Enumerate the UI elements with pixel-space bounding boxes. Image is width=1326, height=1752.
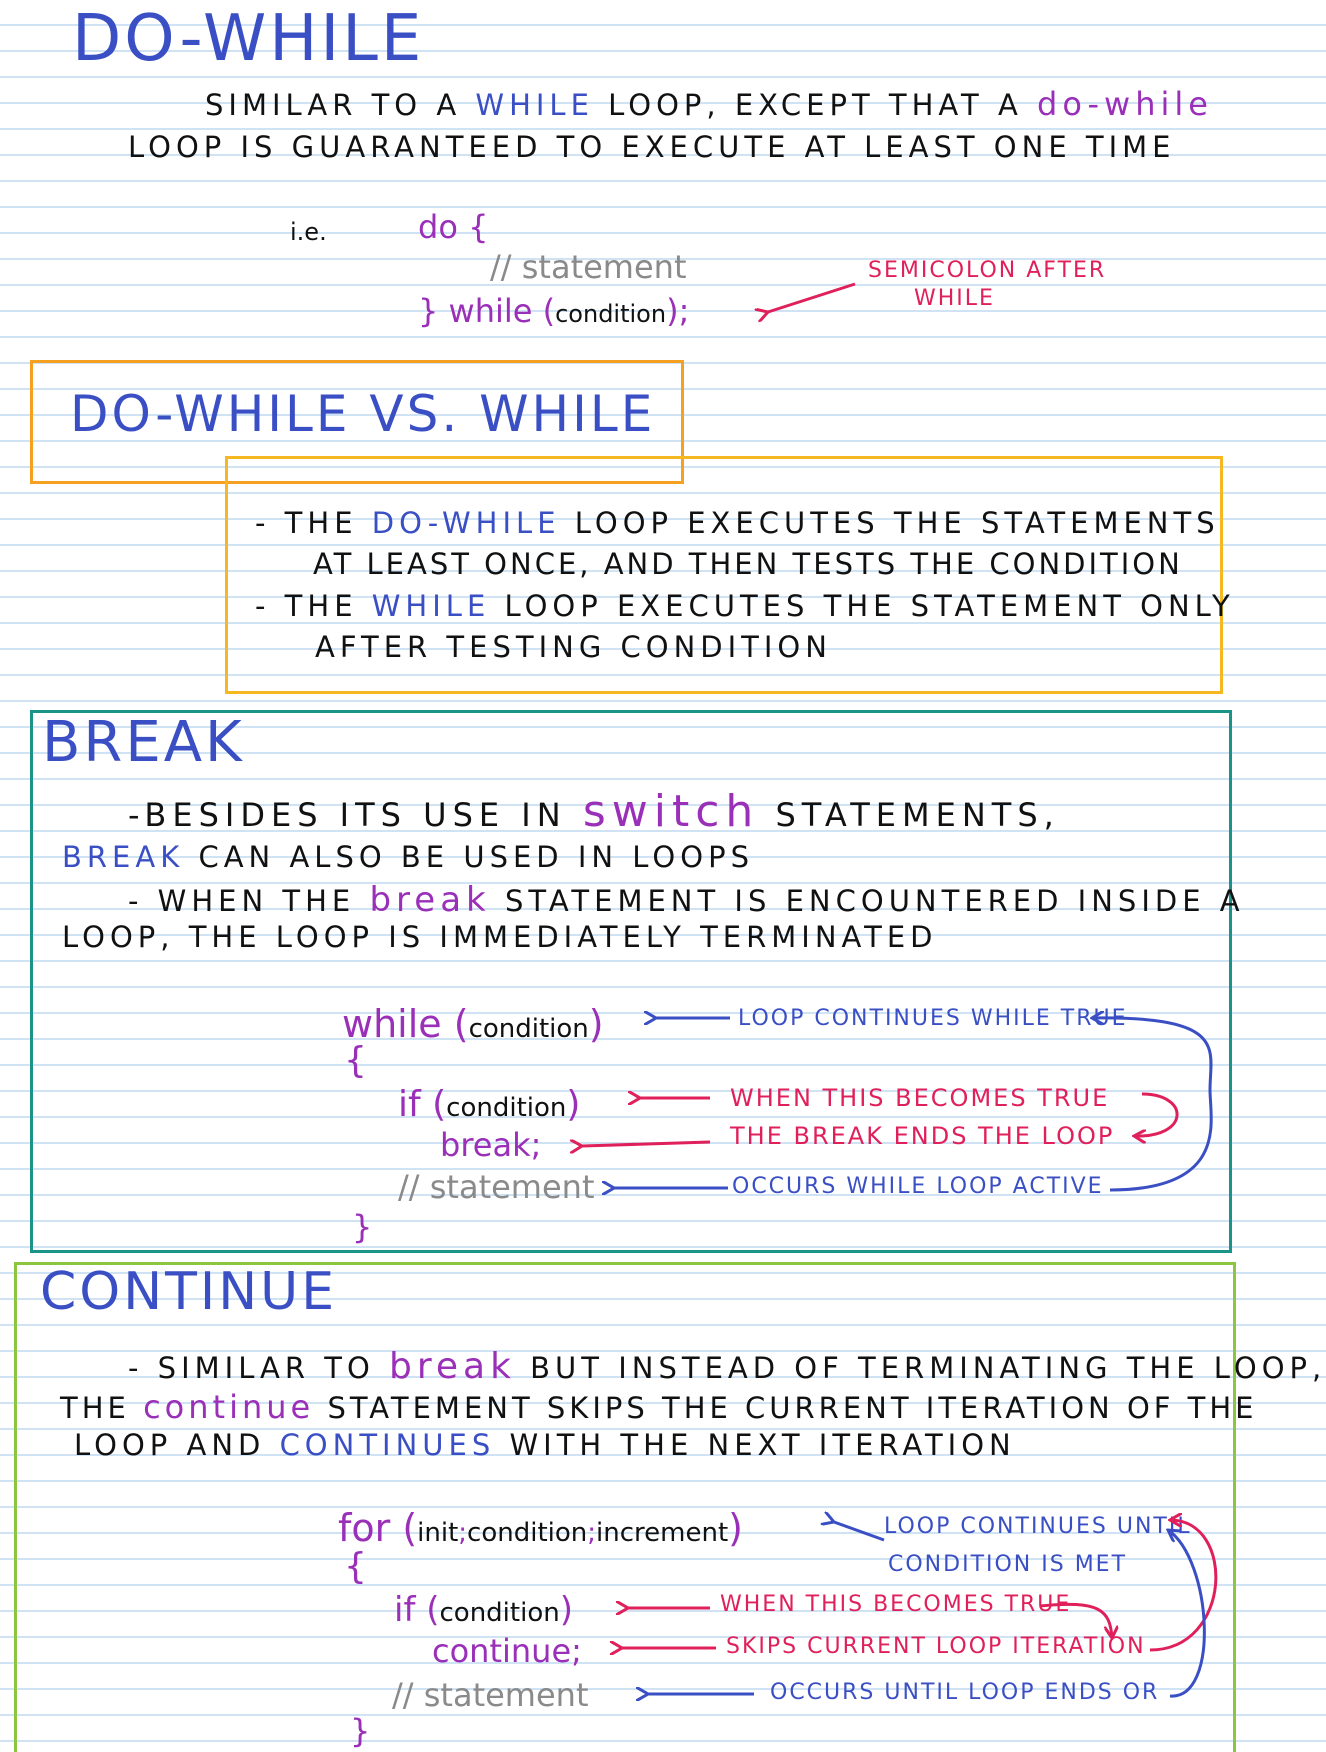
continue-title: CONTINUE	[40, 1262, 338, 1322]
text: STATEMENTS,	[775, 796, 1060, 834]
text: LOOP EXECUTES THE STATEMENTS	[574, 506, 1220, 540]
code-if: if (	[398, 1084, 447, 1125]
continue-code-open: {	[344, 1546, 367, 1587]
code-while: } while (	[418, 292, 556, 330]
break-note-when: WHEN THIS BECOMES TRUE	[730, 1084, 1110, 1112]
break-line4: LOOP, THE LOOP IS IMMEDIATELY TERMINATED	[62, 920, 938, 954]
ie-label: i.e.	[290, 218, 327, 246]
code-increment: increment	[596, 1518, 729, 1548]
continue-curve-red-1	[1040, 1604, 1112, 1638]
arrow-break-ends	[582, 1142, 710, 1146]
comparison-bullet2-line2: AFTER TESTING CONDITION	[315, 630, 832, 664]
arrow-semicolon	[768, 284, 855, 312]
dowhile-title: DO-WHILE	[72, 2, 425, 76]
code-condition: condition	[439, 1598, 560, 1628]
code-condition: condition	[467, 1518, 588, 1548]
code-paren: )	[559, 1590, 573, 1630]
text: -BESIDES ITS USE IN	[128, 796, 567, 834]
keyword-continue: continue	[143, 1388, 315, 1426]
text: - WHEN THE	[128, 884, 356, 918]
code-paren: )	[728, 1506, 743, 1550]
loop-curve-red	[1134, 1094, 1177, 1136]
continue-note-skips: SKIPS CURRENT LOOP ITERATION	[726, 1634, 1146, 1659]
comparison-title: DO-WHILE VS. WHILE	[70, 385, 656, 443]
text: SIMILAR TO A	[205, 88, 462, 122]
keyword-do-while: DO-WHILE	[371, 506, 561, 540]
code-paren: )	[588, 1002, 604, 1046]
keyword-break: BREAK	[62, 840, 185, 874]
keyword-while: WHILE	[475, 88, 594, 122]
continue-code-statement: // statement	[392, 1676, 589, 1714]
text: THE	[60, 1391, 130, 1425]
code-while: while (	[342, 1002, 469, 1046]
code-semicolon: ;	[587, 1518, 597, 1548]
note-semicolon-2: WHILE	[914, 286, 995, 311]
continue-curve-red-2	[1150, 1520, 1216, 1650]
dowhile-intro-line2: LOOP IS GUARANTEED TO EXECUTE AT LEAST ONE TIME	[128, 130, 1176, 164]
arrow-loop-until	[834, 1522, 884, 1540]
note-semicolon-1: SEMICOLON AFTER	[868, 258, 1107, 283]
continue-code-close: }	[350, 1712, 371, 1750]
text: LOOP EXECUTES THE STATEMENT ONLY	[504, 589, 1235, 623]
continue-note-occurs: OCCURS UNTIL LOOP ENDS OR	[770, 1680, 1160, 1705]
code-statement: // statement	[490, 248, 687, 286]
text: CAN ALSO BE USED IN LOOPS	[198, 840, 754, 874]
text: - THE	[255, 589, 358, 623]
text: STATEMENT SKIPS THE CURRENT ITERATION OF THE	[327, 1391, 1258, 1425]
break-note-ends: THE BREAK ENDS THE LOOP	[730, 1122, 1115, 1150]
keyword-switch: switch	[582, 786, 760, 837]
code-condition: condition	[468, 1014, 589, 1044]
text: - THE	[255, 506, 358, 540]
text: LOOP, EXCEPT THAT A	[608, 88, 1023, 122]
code-paren: )	[566, 1084, 581, 1125]
continue-note-loop-1: LOOP CONTINUES UNTIL	[884, 1514, 1192, 1539]
loop-curve-blue	[1092, 1018, 1211, 1190]
code-semicolon: );	[666, 292, 690, 330]
continue-curve-blue	[1168, 1530, 1204, 1696]
code-if: if (	[394, 1590, 440, 1630]
text: LOOP AND	[74, 1428, 266, 1462]
text: - SIMILAR TO	[128, 1351, 375, 1385]
break-code-statement: // statement	[398, 1168, 595, 1206]
continue-note-when: WHEN THIS BECOMES TRUE	[720, 1592, 1072, 1617]
comparison-bullet1-line2: AT LEAST ONCE, AND THEN TESTS THE CONDITION	[313, 547, 1183, 581]
text: BUT INSTEAD OF TERMINATING THE LOOP,	[530, 1351, 1326, 1385]
code-semicolon: ;	[458, 1518, 468, 1548]
continue-note-loop-2: CONDITION IS MET	[888, 1552, 1128, 1577]
keyword-break: break	[369, 880, 491, 920]
break-title: BREAK	[42, 710, 245, 775]
keyword-break: break	[389, 1346, 516, 1387]
code-for: for (	[338, 1506, 418, 1550]
text: STATEMENT IS ENCOUNTERED INSIDE A	[504, 884, 1245, 918]
code-init: init	[417, 1518, 459, 1548]
break-note-occurs: OCCURS WHILE LOOP ACTIVE	[732, 1174, 1104, 1199]
break-note-loop: LOOP CONTINUES WHILE TRUE	[738, 1006, 1128, 1031]
break-code-close: }	[352, 1208, 373, 1246]
keyword-continues: CONTINUES	[279, 1428, 496, 1462]
continue-code-continue: continue;	[432, 1632, 582, 1670]
keyword-do-while: do-while	[1037, 85, 1213, 123]
break-code-open: {	[344, 1040, 367, 1081]
code-condition: condition	[555, 300, 667, 328]
text: WITH THE NEXT ITERATION	[509, 1428, 1016, 1462]
keyword-while: WHILE	[371, 589, 491, 623]
code-condition: condition	[446, 1093, 567, 1123]
code-do: do {	[418, 208, 489, 246]
break-code-break: break;	[440, 1126, 542, 1164]
